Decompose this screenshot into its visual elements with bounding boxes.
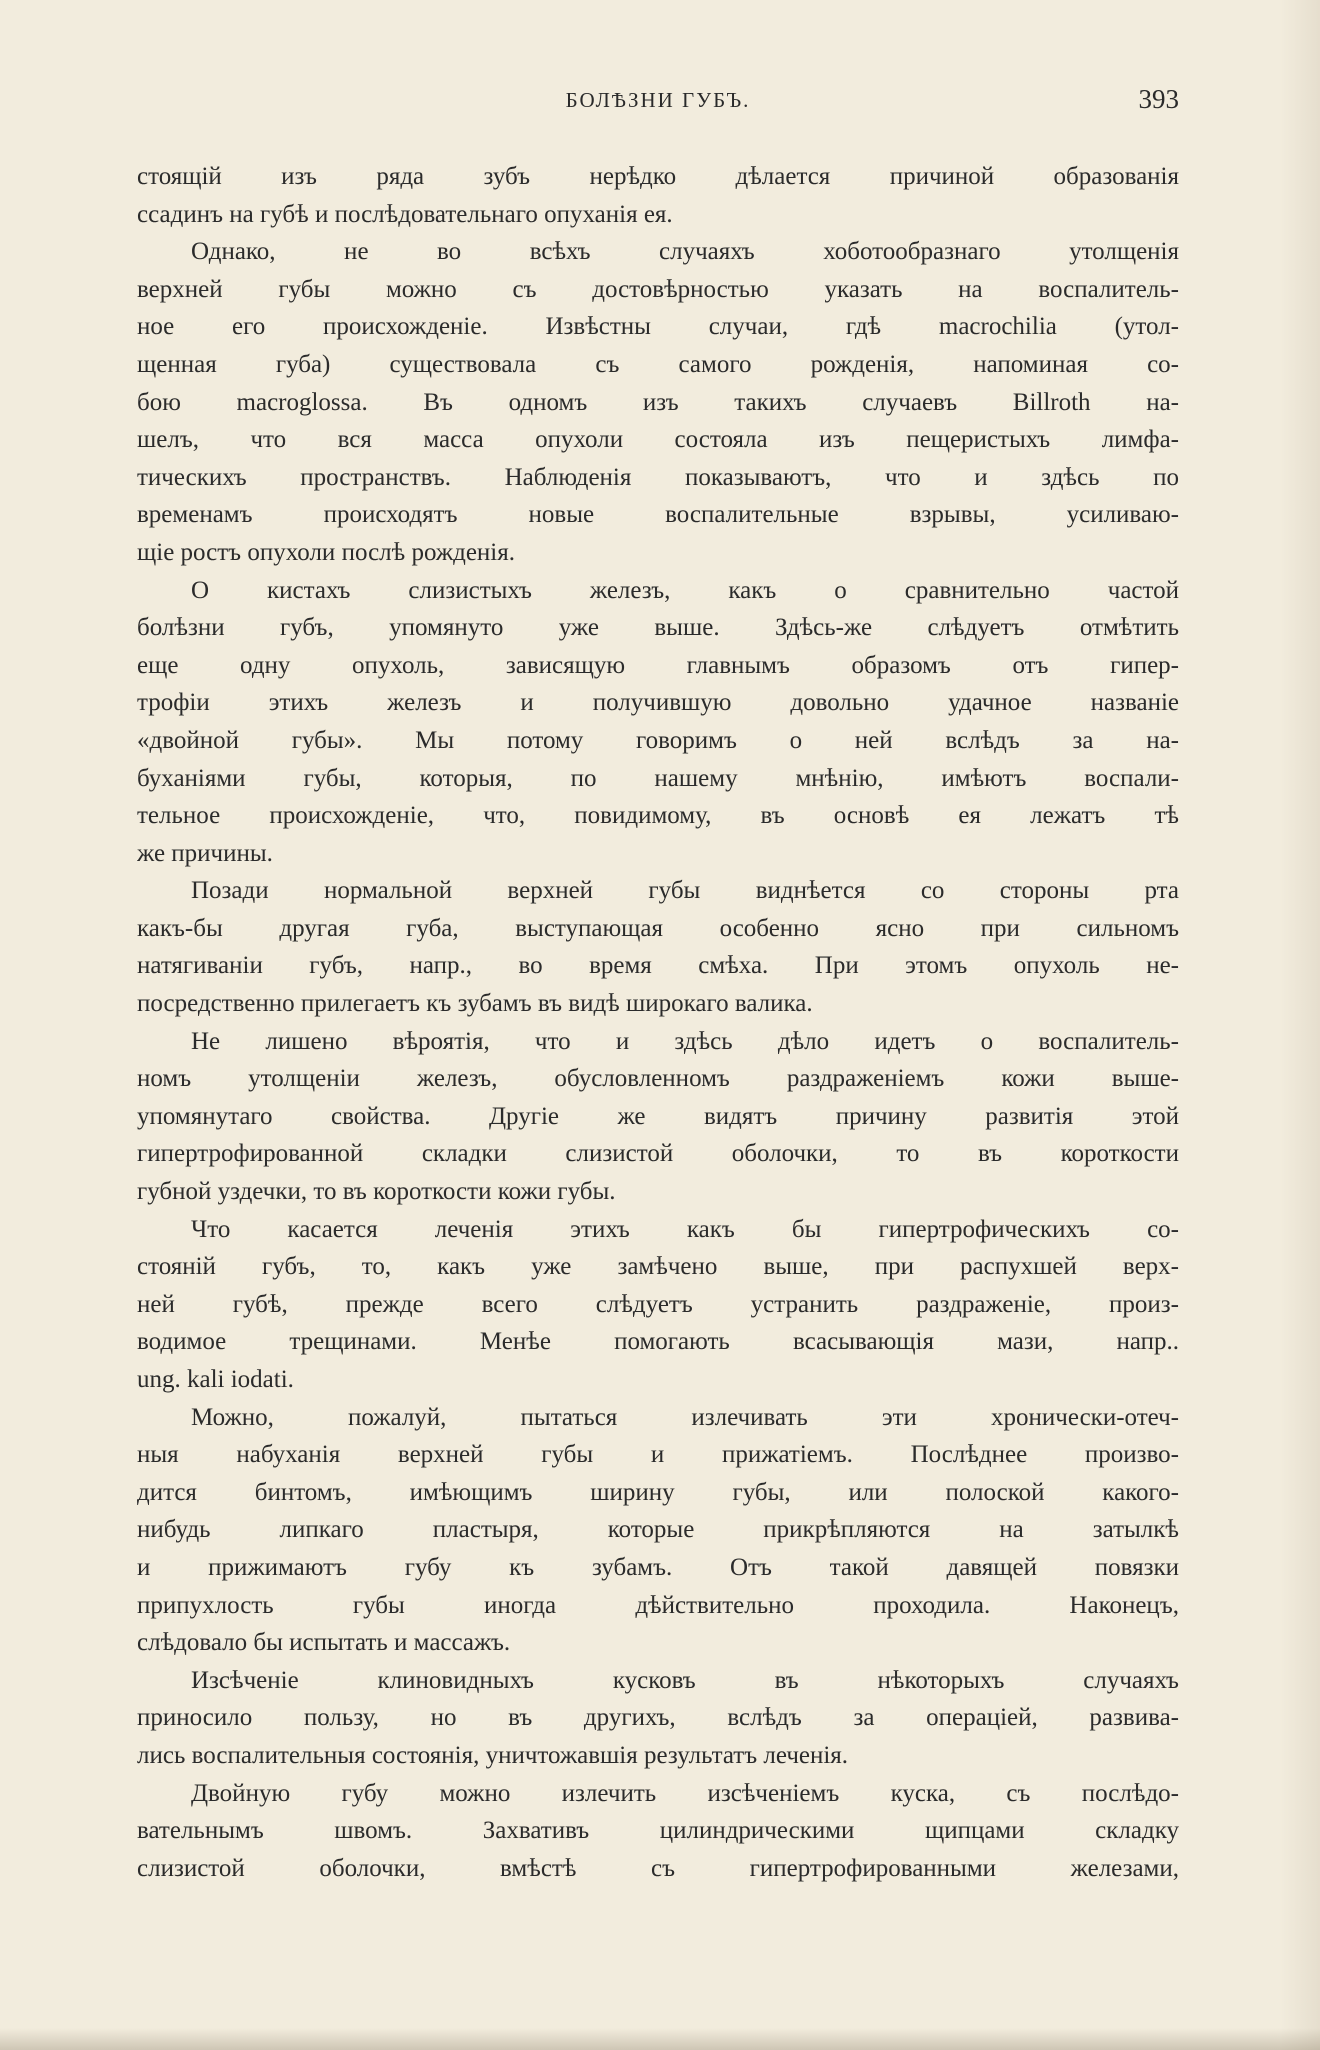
body-text [137,158,1179,1887]
text-line: ung. kali iodati. [137,1366,294,1393]
text-line: ное его происхожденіе. Извѣстны случаи, гдѣ macrochilia (утол- [137,313,1179,341]
page-bottom-shadow [0,2028,1320,2050]
text-line: трофіи этихъ железъ и получившую довольно удачное названіе [137,689,1179,717]
text-line: слѣдовало бы испытать и массажъ. [137,1629,511,1657]
text-line: Однако, не во всѣхъ случаяхъ хоботообразнаго утолщенія [191,238,1179,266]
running-head: БОЛѢЗНИ ГУБЪ. [565,88,751,112]
text-line: верхней губы можно съ достовѣрностью указать на воспалитель- [137,275,1179,303]
text-line: посредственно прилегаетъ къ зубамъ въ видѣ широкаго валика. [137,990,813,1018]
text-line: же причины. [137,839,273,867]
text-line: нибудь липкаго пластыря, которые прикрѣпляются на затылкѣ [137,1516,1179,1544]
text-line: Двойную губу можно излечить изсѣченіемъ куска, съ послѣдо- [191,1779,1179,1807]
text-line: «двойной губы». Мы потому говоримъ о ней вслѣдъ за на- [137,726,1179,754]
text-line: буханіями губы, которыя, по нашему мнѣнію, имѣютъ воспали- [137,764,1179,792]
text-line: Не лишено вѣроятія, что и здѣсь дѣло идетъ о воспалитель- [191,1027,1179,1055]
text-line: временамъ происходятъ новые воспалительные взрывы, усиливаю- [137,501,1179,529]
text-line: номъ утолщеніи железъ, обусловленномъ раздраженіемъ кожи выше- [137,1065,1179,1093]
text-line: и прижимаютъ губу къ зубамъ. Отъ такой давящей повязки [137,1553,1179,1581]
text-line: болѣзни губъ, упомянуто уже выше. Здѣсь-же слѣдуетъ отмѣтить [137,614,1179,642]
text-line: щенная губа) существовала съ самого рожденія, напоминая со- [137,350,1179,378]
text-line: водимое трещинами. Менѣе помогають всасывающія мази, напр.. [137,1328,1179,1356]
text-line: вательнымъ швомъ. Захвативъ цилиндрическими щипцами складку [137,1817,1179,1845]
text-line: какъ-бы другая губа, выступающая особенно ясно при сильномъ [137,914,1179,942]
page-edge-shadow [1280,0,1320,2050]
text-line: бою macroglossa. Въ одномъ изъ такихъ случаевъ Billroth на- [137,388,1179,416]
text-line: О кистахъ слизистыхъ железъ, какъ о сравнительно частой [191,576,1179,604]
text-line: приносило пользу, но въ другихъ, вслѣдъ за операціей, развива- [137,1704,1179,1732]
text-line: Что касается леченія этихъ какъ бы гипертрофическихъ со- [191,1215,1179,1243]
text-line: упомянутаго свойства. Другіе же видятъ причину развитія этой [137,1102,1179,1130]
text-line: слизистой оболочки, вмѣстѣ съ гипертрофированными железами, [137,1854,1179,1882]
text-line: щіе ростъ опухоли послѣ рожденія. [137,538,516,566]
text-line: шелъ, что вся масса опухоли состояла изъ пещеристыхъ лимфа- [137,426,1179,454]
text-line: ней губѣ, прежде всего слѣдуетъ устранить раздраженіе, произ- [137,1290,1179,1318]
text-line: Изсѣченіе клиновидныхъ кусковъ въ нѣкоторыхъ случаяхъ [191,1666,1179,1694]
text-line: Позади нормальной верхней губы виднѣется со стороны рта [191,877,1179,905]
page-number: 393 [1138,84,1179,114]
text-line: стоящій изъ ряда зубъ нерѣдко дѣлается причиной образованія [137,163,1179,190]
text-line: стояній губъ, то, какъ уже замѣчено выше, при распухшей верх- [137,1253,1179,1281]
text-line: тическихъ пространствъ. Наблюденія показываютъ, что и здѣсь по [137,463,1179,491]
text-line: Можно, пожалуй, пытаться излечивать эти хронически-отеч- [191,1403,1179,1431]
text-line: гипертрофированной складки слизистой оболочки, то въ короткости [137,1140,1179,1168]
page-header [137,84,1179,118]
text-line: припухлость губы иногда дѣйствительно проходила. Наконецъ, [137,1591,1179,1619]
text-line: еще одну опухоль, зависящую главнымъ образомъ отъ гипер- [137,651,1179,679]
text-line: ссадинъ на губѣ и послѣдовательнаго опуханія ея. [137,200,673,228]
text-line: лись воспалительныя состоянія, уничтожавшія результатъ леченія. [137,1741,849,1769]
text-line: натягиваніи губъ, напр., во время смѣха. При этомъ опухоль не- [137,952,1179,980]
text-line: ныя набуханія верхней губы и прижатіемъ. Послѣднее произво- [137,1441,1179,1469]
text-line: тельное происхожденіе, что, повидимому, въ основѣ ея лежатъ тѣ [137,802,1179,830]
text-line: дится бинтомъ, имѣющимъ ширину губы, или полоской какого- [137,1478,1179,1506]
text-line: губной уздечки, то въ короткости кожи губы. [137,1178,616,1206]
